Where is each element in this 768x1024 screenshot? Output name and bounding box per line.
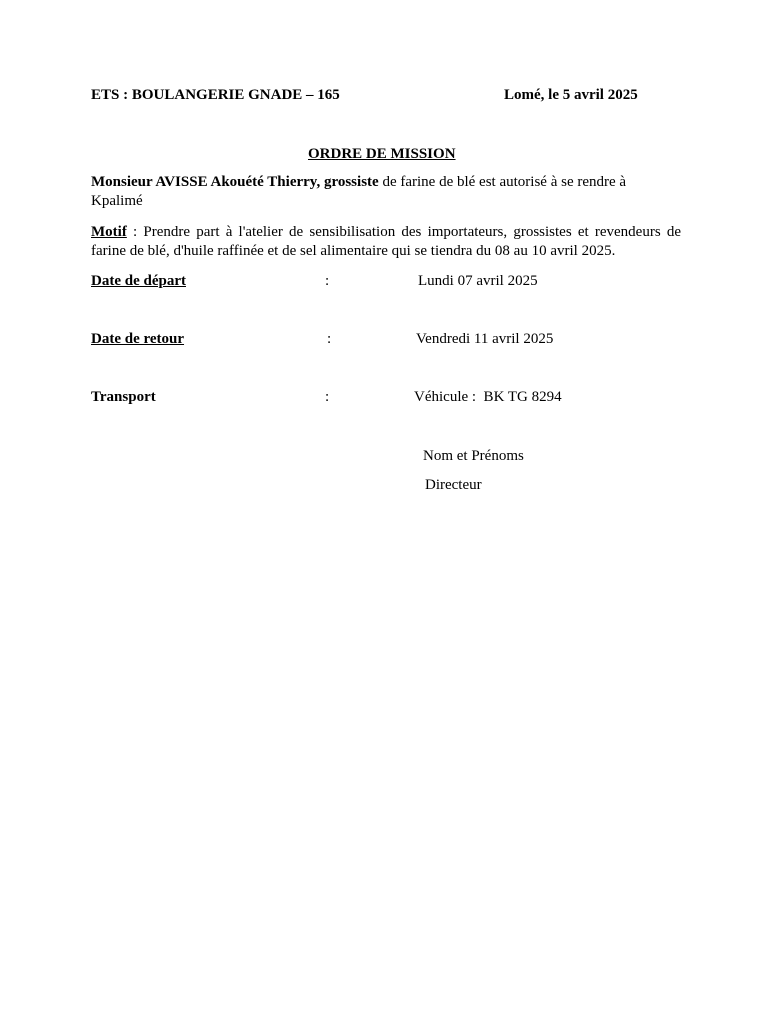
motif-text: : Prendre part à l'atelier de sensibilisation des importateurs, grossistes et revendeurs de farine de blé, d'huile raffinée et de sel alimentaire qui se tiendra du 08 au 10 avril 2025. bbox=[91, 224, 681, 259]
motif-paragraph bbox=[91, 223, 681, 261]
authorization-paragraph bbox=[91, 173, 681, 211]
transport-value: Véhicule : BK TG 8294 bbox=[414, 389, 562, 405]
transport-colon: : bbox=[325, 389, 330, 405]
return-colon: : bbox=[327, 331, 332, 347]
person-name: Monsieur AVISSE Akouété Thierry, grossiste bbox=[91, 174, 379, 190]
departure-value: Lundi 07 avril 2025 bbox=[418, 273, 538, 289]
departure-colon: : bbox=[325, 273, 330, 289]
document-title: ORDRE DE MISSION bbox=[308, 146, 456, 162]
return-value: Vendredi 11 avril 2025 bbox=[416, 331, 554, 347]
company-header: ETS : BOULANGERIE GNADE – 165 bbox=[91, 87, 340, 103]
return-label: Date de retour bbox=[91, 331, 185, 347]
place-date: Lomé, le 5 avril 2025 bbox=[504, 87, 638, 103]
signature-role: Directeur bbox=[425, 477, 482, 493]
signature-name-label: Nom et Prénoms bbox=[423, 448, 524, 464]
departure-label: Date de départ bbox=[91, 273, 186, 289]
authorization-text: de farine de blé est autorisé à se rendre à Kpalimé bbox=[91, 174, 627, 209]
motif-label: Motif bbox=[91, 224, 127, 240]
transport-label: Transport bbox=[91, 389, 156, 405]
